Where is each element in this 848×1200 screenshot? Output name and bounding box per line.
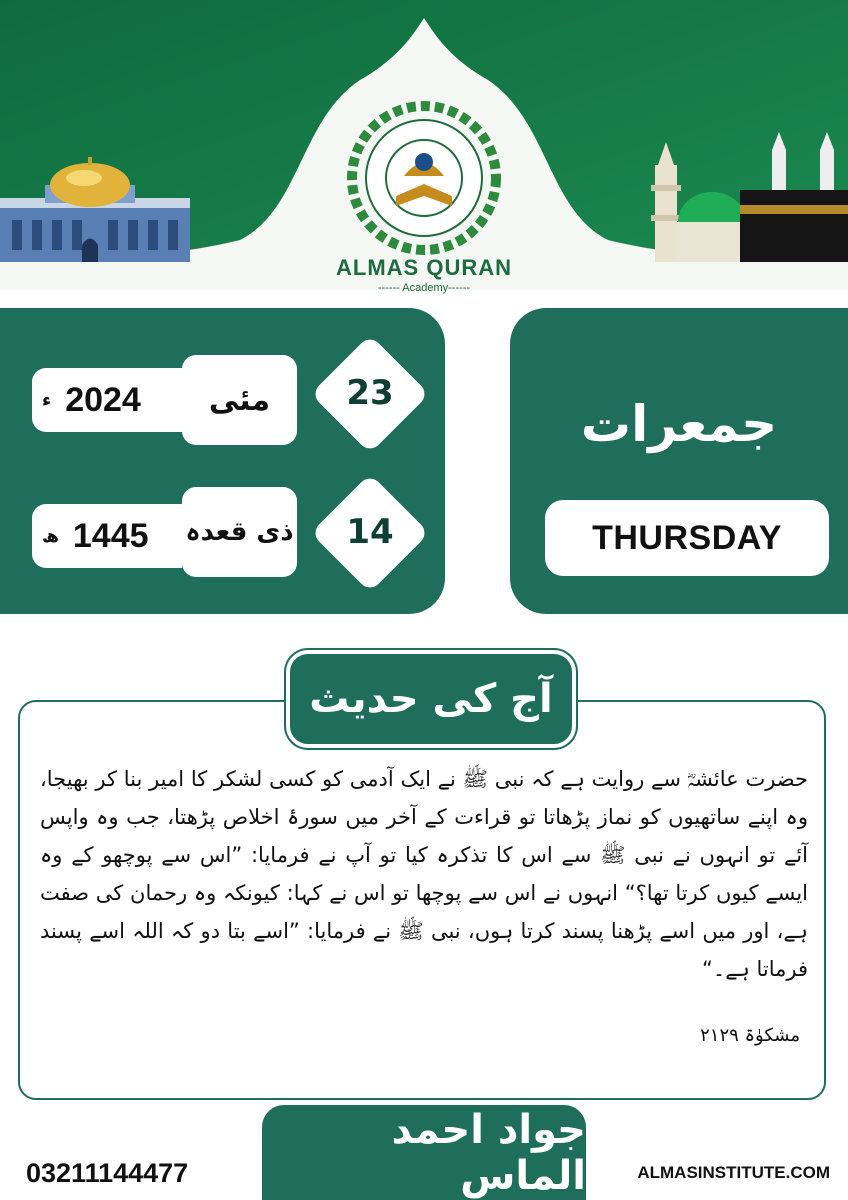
hijri-month: ذی قعدہ: [185, 517, 294, 547]
hijri-month-pill: [182, 487, 297, 577]
weekday-urdu: جمعرات: [580, 395, 778, 453]
hadith-text: حضرت عائشہؓ سے روایت ہے کہ نبی ﷺ نے ایک آدمی کو کسی لشکر کا امیر بنا کر بھیجا، وہ اپنے ساتھیوں کو نماز پڑھاتا تو قراءت کے آخر میں سورۂ اخلاص پڑھتا، جب وہ واپس آئے تو انہوں نے نبی ﷺ سے اس کا تذکرہ کیا تو آپ نے فرمایا: ”اس سے پوچھو کے وہ ایسے کیوں کرتا تھا؟“ انہوں نے اس سے پوچھا تو اس نے کہا: کیونکہ وہ رحمان کی صفت ہے، اور میں اسے پڑھنا پسند کرتا ہوں، نبی ﷺ نے فرمایا: ”اسے بتا دو کہ اللہ اسے پسند فرماتا ہے۔“: [40, 767, 808, 981]
hijri-year: 1445: [72, 516, 149, 555]
footer-name-tab: [262, 1105, 586, 1200]
hijri-year-pill: [32, 504, 182, 568]
footer-name: جواد احمد الماس: [391, 1106, 586, 1199]
footer-phone[interactable]: 03211144477: [26, 1158, 189, 1188]
footer-website[interactable]: ALMASINSTITUTE.COM: [637, 1163, 830, 1182]
weekday-english: THURSDAY: [592, 518, 782, 557]
header-graphic: [0, 0, 848, 290]
hadith-title: آج کی حدیث: [309, 676, 553, 722]
gregorian-month: مئی: [208, 382, 271, 418]
logo-subtitle: ------ Academy------: [377, 282, 471, 294]
header-banner: [0, 0, 848, 294]
hadith-reference: مشکوٰۃ ۲۱۲۹: [700, 1025, 800, 1046]
gregorian-suffix: ء: [42, 389, 52, 411]
hijri-suffix: ھ: [42, 525, 59, 547]
gregorian-year-pill: [32, 368, 182, 432]
hijri-day: 14: [346, 512, 394, 552]
academy-logo-icon: [352, 106, 496, 250]
hadith-title-tab: [286, 650, 576, 748]
logo-name: ALMAS QURAN: [336, 255, 512, 280]
gregorian-year: 2024: [65, 380, 141, 419]
gregorian-month-pill: [182, 355, 297, 445]
gregorian-day: 23: [346, 373, 394, 413]
weekday-english-pill: [545, 500, 829, 576]
